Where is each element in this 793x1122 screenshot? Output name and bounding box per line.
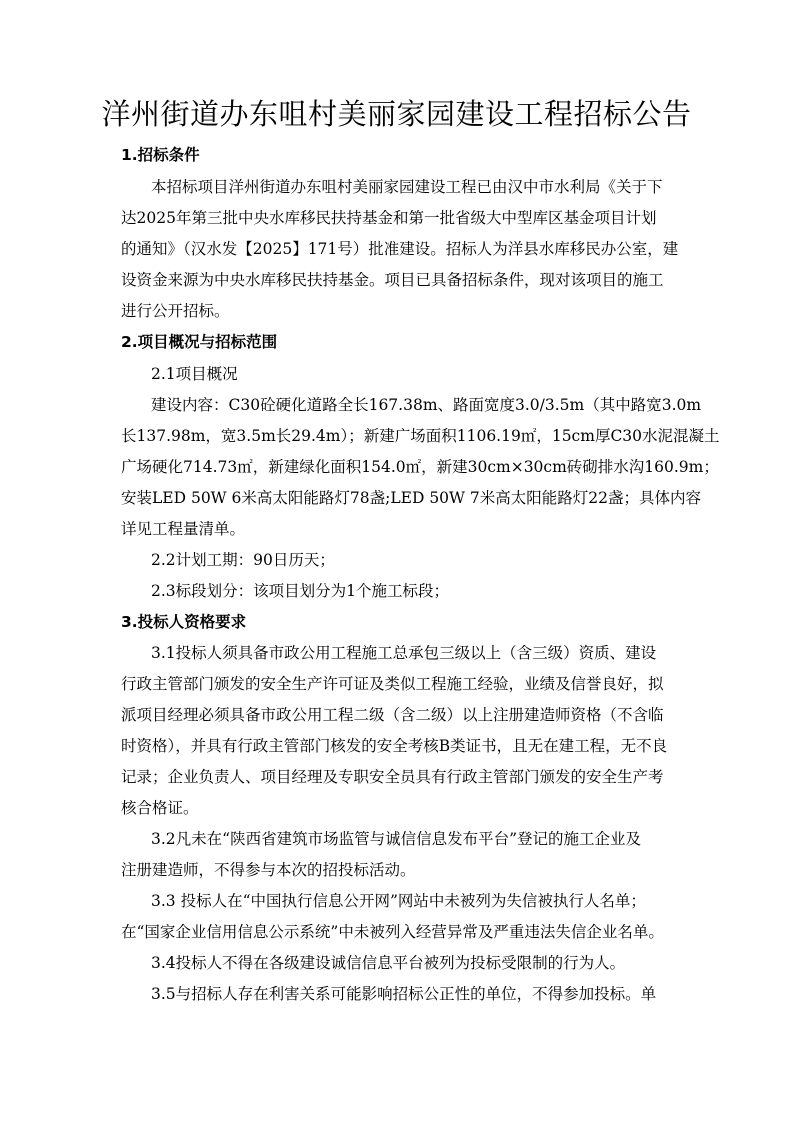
paragraph-line: 进行公开招标。 [121, 302, 230, 320]
paragraph-line: 2.3标段划分：该项目划分为1个施工标段； [151, 582, 450, 600]
paragraph-line: 在“国家企业信用信息公示系统”中未被列入经营异常及严重违法失信企业名单。 [121, 923, 664, 941]
section-heading-project-overview: 2.项目概况与招标范围 [121, 333, 278, 351]
paragraph-line: 派项目经理必须具备市政公用工程二级（含二级）以上注册建造师资格（不含临 [121, 706, 664, 724]
paragraph-line: 长137.98m，宽3.5m长29.4m）；新建广场面积1106.19㎡，15cm厚C30水泥混凝土 [121, 427, 720, 445]
section-heading-bid-conditions: 1.招标条件 [121, 146, 200, 164]
section-heading-bidder-qualifications: 3.投标人资格要求 [121, 613, 247, 631]
subsection-heading: 2.1项目概况 [151, 365, 238, 383]
paragraph-line: 3.4投标人不得在各级建设诚信信息平台被列为投标受限制的行为人。 [151, 954, 626, 972]
paragraph-line: 达2025年第三批中央水库移民扶持基金和第一批省级大中型库区基金项目计划 [121, 209, 657, 227]
paragraph-line: 建设内容：C30砼硬化道路全长167.38m、路面宽度3.0/3.5m（其中路宽3.0m [151, 396, 702, 414]
paragraph-line: 核合格证。 [121, 799, 199, 817]
paragraph-line: 详见工程量清单。 [121, 520, 246, 538]
paragraph-line: 行政主管部门颁发的安全生产许可证及类似工程施工经验，业绩及信誉良好，拟 [121, 675, 664, 693]
paragraph-line: 3.1投标人须具备市政公用工程施工总承包三级以上（含三级）资质、建设 [151, 644, 657, 662]
paragraph-line: 2.2计划工期：90日历天； [151, 551, 335, 569]
paragraph-line: 3.5与招标人存在利害关系可能影响招标公正性的单位，不得参加投标。单 [151, 985, 657, 1003]
paragraph-line: 3.2凡未在“陕西省建筑市场监管与诚信信息发布平台”登记的施工企业及 [151, 830, 642, 848]
paragraph-line: 时资格），并具有行政主管部门核发的安全考核B类证书，且无在建工程，无不良 [121, 737, 668, 755]
paragraph-line: 的通知》（汉水发【2025】171号）批准建设。招标人为洋县水库移民办公室，建 [121, 240, 679, 258]
paragraph-line: 3.3 投标人在“中国执行信息公开网”网站中未被列为失信被执行人名单； [151, 892, 646, 910]
paragraph-line: 设资金来源为中央水库移民扶持基金。项目已具备招标条件，现对该项目的施工 [121, 271, 664, 289]
paragraph-line: 安装LED 50W 6米高太阳能路灯78盏;LED 50W 7米高太阳能路灯22盏；具体内容 [121, 489, 701, 507]
document-title: 洋州街道办东咀村美丽家园建设工程招标公告 [101, 97, 692, 131]
paragraph-line: 广场硬化714.73㎡，新建绿化面积154.0㎡，新建30cm×30cm砖砌排水沟160.9m； [121, 458, 719, 476]
paragraph-line: 本招标项目洋州街道办东咀村美丽家园建设工程已由汉中市水利局《关于下 [151, 178, 663, 196]
paragraph-line: 记录；企业负责人、项目经理及专职安全员具有行政主管部门颁发的安全生产考 [121, 768, 664, 786]
paragraph-line: 注册建造师，不得参与本次的招投标活动。 [121, 861, 416, 879]
